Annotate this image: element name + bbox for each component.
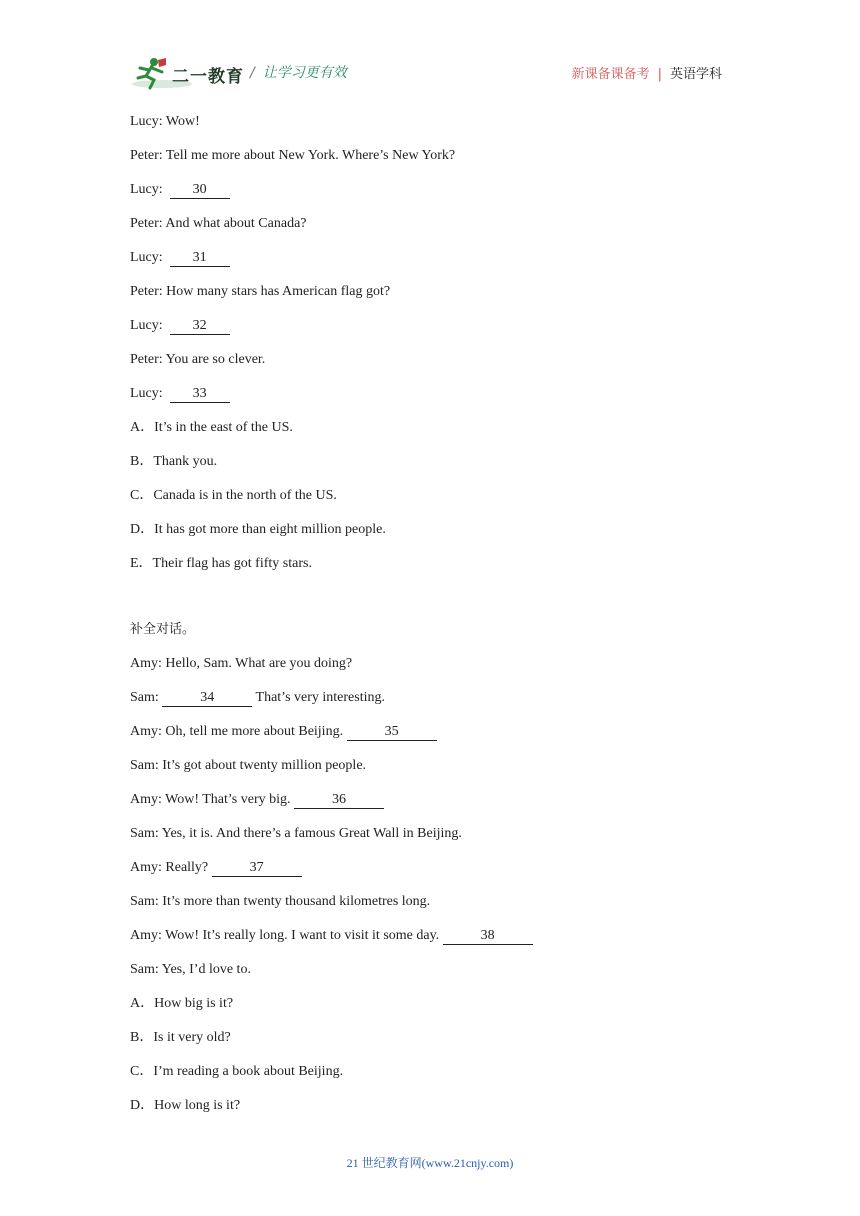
dialogue-line [130,723,750,757]
dialogue-line: Peter: Tell me more about New York. Where’s New York? [130,148,456,163]
speaker-label: Lucy: [130,182,167,197]
option-item: E．Their flag has got fifty stars. [130,556,312,571]
dialogue-line: Sam: Yes, I’d love to. [130,962,251,977]
option-item: C．Canada is in the north of the US. [130,488,337,503]
speaker-label: Lucy: [130,386,167,401]
option-item: A．It’s in the east of the US. [130,420,293,435]
page-footer: 21 世纪教育网(www.21cnjy.com) [346,1156,514,1170]
dialogue-line [130,317,750,351]
slogan-slash: / [250,65,255,81]
logo-text: 二一教育 [172,67,244,87]
dialogue-text: Amy: Oh, tell me more about Beijing. [130,724,347,739]
answer-blank: 30 [170,183,230,199]
dialogue-line: Sam: Yes, it is. And there’s a famous Great Wall in Beijing. [130,826,462,841]
option-item: A．How big is it? [130,996,234,1011]
answer-blank: 33 [170,387,230,403]
dialogue-line: Peter: You are so clever. [130,352,266,367]
dialogue-line: Peter: How many stars has American flag got? [130,284,391,299]
dialogue-text: Amy: Wow! That’s very big. [130,792,295,807]
speaker-label: Lucy: [130,250,167,265]
dialogue-line: Sam: It’s got about twenty million people. [130,758,367,773]
option-item: B．Thank you. [130,454,218,469]
dialogue-text: Amy: Really? [130,860,212,875]
dialogue-line [130,689,750,723]
answer-blank: 36 [294,793,384,809]
speaker-label: Lucy: [130,318,167,333]
answer-blank: 34 [162,691,252,707]
header-course-label: 新课备课备考 [571,67,650,82]
answer-blank: 31 [170,251,230,267]
header-separator: | [657,67,662,82]
header-subject-label: 英语学科 [669,67,722,82]
answer-blank: 38 [443,929,533,945]
dialogue-line [130,859,750,893]
option-item: C．I’m reading a book about Beijing. [130,1064,344,1079]
dialogue-line [130,927,750,961]
answer-blank: 37 [212,861,302,877]
document-body [130,113,750,1131]
speaker-label: Sam: [130,690,163,705]
section-instruction: 补全对话。 [130,622,196,637]
option-item: D．How long is it? [130,1098,241,1113]
dialogue-line [130,791,750,825]
dialogue-line: Peter: And what about Canada? [130,216,307,231]
section-gap [130,589,750,621]
slogan [250,62,347,82]
dialogue-line [130,385,750,419]
dialogue-text: That’s very interesting. [252,690,385,705]
option-item: D．It has got more than eight million people. [130,522,386,537]
dialogue-line [130,249,750,283]
dialogue-text: Amy: Wow! It’s really long. I want to visit it some day. [130,928,443,943]
answer-blank: 35 [347,725,437,741]
dialogue-line: Sam: It’s more than twenty thousand kilometres long. [130,894,431,909]
dialogue-line: Lucy: Wow! [130,114,200,129]
header-subject [572,63,722,82]
option-item: B．Is it very old? [130,1030,231,1045]
answer-blank: 32 [170,319,230,335]
page-header [0,0,860,110]
dialogue-line: Amy: Hello, Sam. What are you doing? [130,656,353,671]
slogan-text: 让学习更有效 [262,65,347,81]
dialogue-line [130,181,750,215]
